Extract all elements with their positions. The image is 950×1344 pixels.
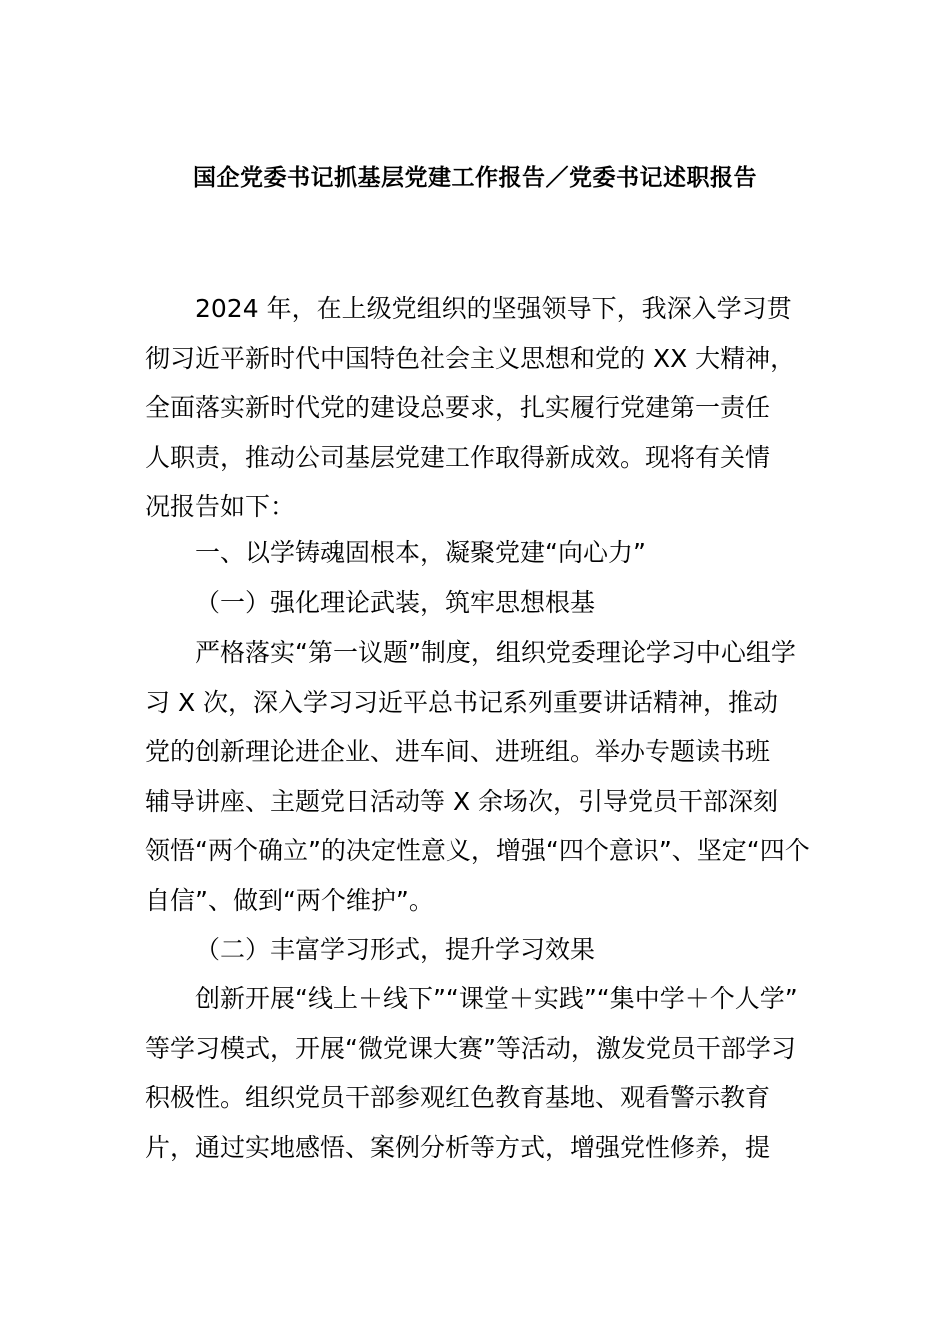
document-title: 国企党委书记抓基层党建工作报告／党委书记述职报告 xyxy=(193,165,757,191)
text-line: 人职责，推动公司基层党建工作取得新成效。现将有关情 xyxy=(145,442,771,472)
text-line: 严格落实“第一议题”制度，组织党委理论学习中心组学 xyxy=(195,638,796,667)
text-line: 积极性。组织党员干部参观红色教育基地、观看警示教育 xyxy=(145,1083,771,1113)
text-line: 2024 年，在上级党组织的坚强领导下，我深入学习贯 xyxy=(195,294,792,323)
text-line: 创新开展“线上＋线下”“课堂＋实践”“集中学＋个人学” xyxy=(195,984,798,1013)
text-line: 况报告如下： xyxy=(145,492,296,522)
subsection-heading-1-1: （一）强化理论武装，筑牢思想根基 xyxy=(195,588,596,617)
text-line: 党的创新理论进企业、进车间、进班组。举办专题读书班 xyxy=(145,737,771,767)
intro-paragraph xyxy=(145,284,807,532)
text-line: 等学习模式，开展“微党课大赛”等活动，激发党员干部学习 xyxy=(145,1033,796,1063)
subsection-heading-1-2: （二）丰富学习形式，提升学习效果 xyxy=(195,935,596,964)
paragraph-theory-study xyxy=(145,628,810,926)
text-line: 领悟“两个确立”的决定性意义，增强“四个意识”、坚定“四个 xyxy=(145,836,810,866)
text-line: 片，通过实地感悟、案例分析等方式，增强党性修养，提 xyxy=(145,1132,771,1162)
section-heading-1: 一、以学铸魂固根本，凝聚党建“向心力” xyxy=(195,538,646,567)
text-line: 彻习近平新时代中国特色社会主义思想和党的 XX 大精神， xyxy=(145,343,796,373)
text-line: 全面落实新时代党的建设总要求，扎实履行党建第一责任 xyxy=(145,393,771,423)
text-line: 习 X 次，深入学习习近平总书记系列重要讲话精神，推动 xyxy=(145,687,779,717)
paragraph-study-forms xyxy=(145,974,807,1172)
text-line: 辅导讲座、主题党日活动等 X 余场次，引导党员干部深刻 xyxy=(145,786,779,816)
text-line: 自信”、做到“两个维护”。 xyxy=(145,885,434,915)
